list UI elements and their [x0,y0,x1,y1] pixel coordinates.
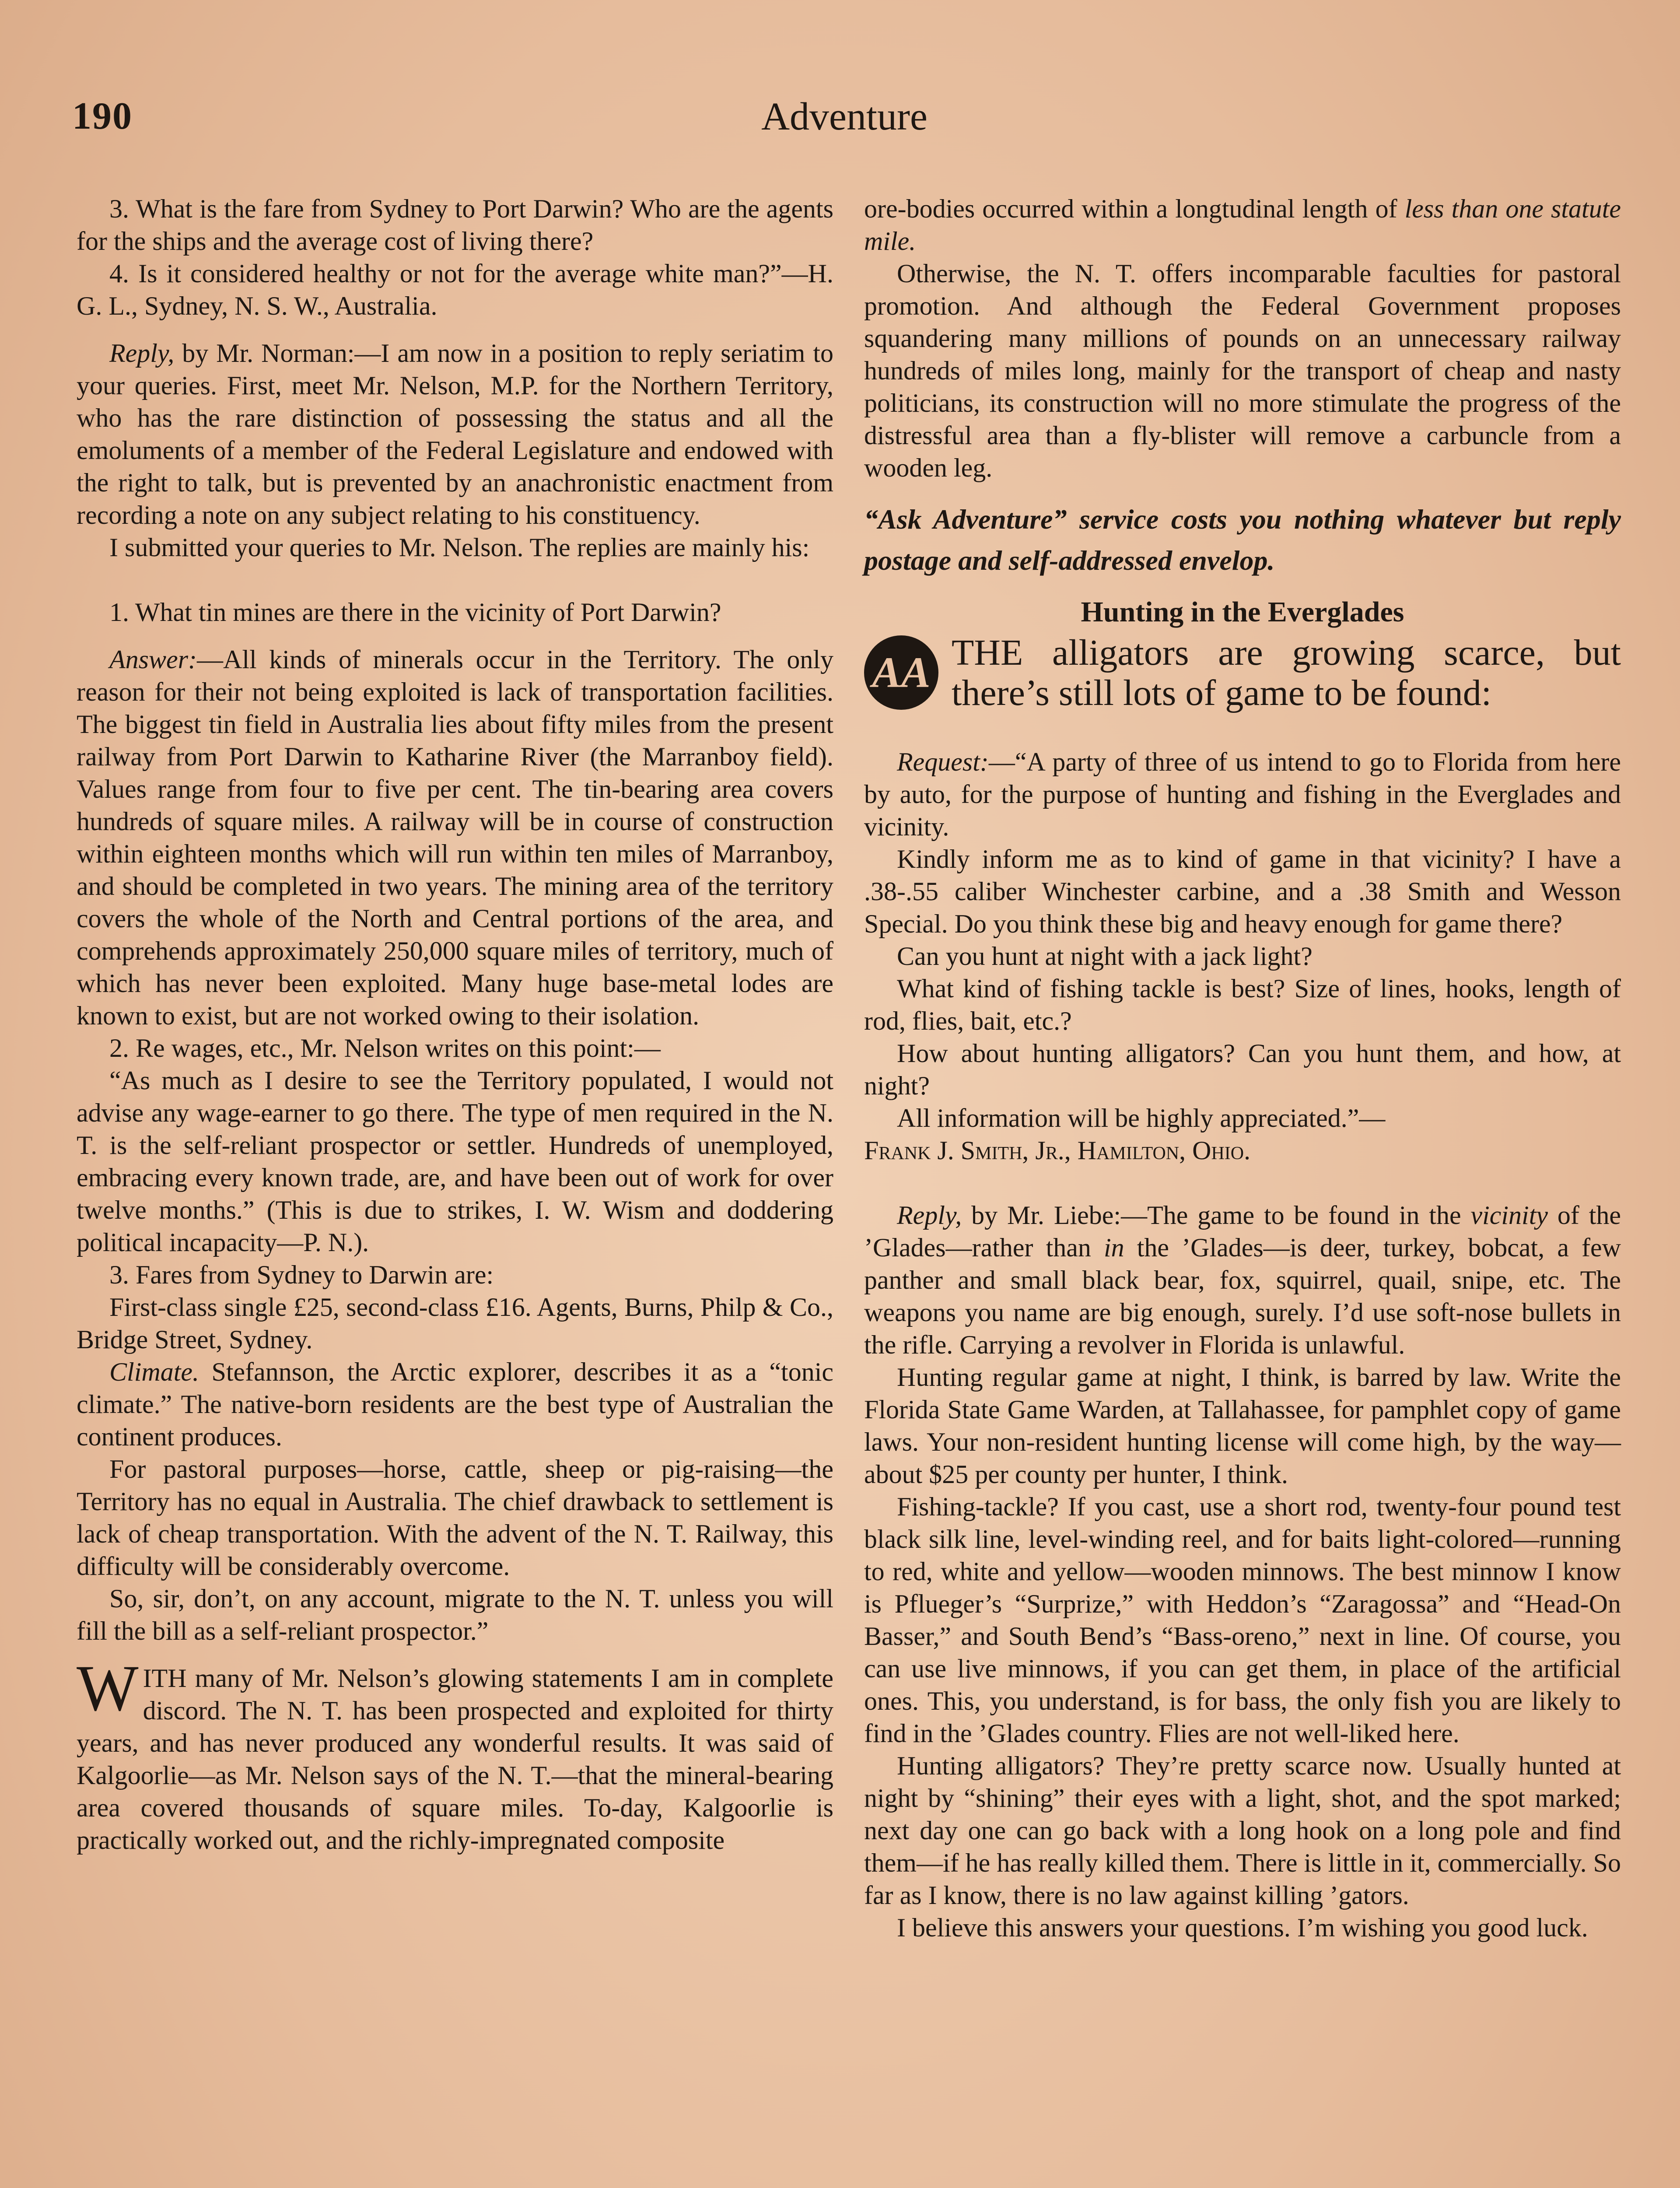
jack-light-paragraph: Can you hunt at night with a jack light? [897,942,1312,971]
intro-text: THE alligators are growing scarce, but there’s still lots of game to be found: [952,632,1621,713]
continuation-text: ore-bodies occurred within a longtudinal length of [864,194,1405,223]
request-text: —“A party of three of us intend to go to Florida from here by auto, for the purpose of hunting and fishing in the Everglades and vicinity. [864,747,1621,841]
fishing-tackle-paragraph: Fishing-tackle? If you cast, use a short rod, twenty-four pound test black silk line, level-winding reel, and for baits light-colored—running to red, white and yellow—wooden minnows. The best minnow I know is Pflueger’s “Surprize,” with Heddon’s “Zaragossa” and “Head-On Basser,” and South Bend’s “Bass-oreno,” next in line. Of course, you can use live minnows, if you can get them, in place of the artificial ones. This, you understand, is for bass, the only fish you are likely to find in the ’Glades country. Flies are not well-liked here. [864,1492,1621,1748]
liebe-reply-text-a: by Mr. Liebe:—The game to be found in the [962,1201,1471,1230]
kindly-paragraph: Kindly inform me as to kind of game in that vicinity? I have a .38-.55 caliber Winchester carbine, and a .38 Smith and Wesson Special. Do you think these big and heavy enough for game there? [864,845,1621,938]
service-promo: “Ask Adventure” service costs you nothing whatever but reply postage and self-addressed envelop. [864,504,1621,576]
section-title: Hunting in the Everglades [1081,596,1404,628]
hunting-alligators-paragraph: Hunting alligators? They’re pretty scarce now. Usually hunted at night by “shining” their eyes with a light, shot, and the spot marked; next day one can go back with a long hook on a long pole and find them—if he has really killed them. There is little in it, commercially. So far as I know, there is no law against killing ’gators. [864,1751,1621,1910]
alligators-question: How about hunting alligators? Can you hunt them, and how, at night? [864,1039,1621,1100]
continuation-italic: less than one statute mile. [864,194,1621,256]
liebe-reply-text-b: of the ’Glades—rather than [864,1201,1621,1262]
reply-text: by Mr. Norman:—I am now in a position to reply seriatim to your queries. First, meet Mr. Nelson, M.P. for the Northern Territory, who has the rare distinction of possessing the status and all the emoluments of a member of the Federal Legislature and endowed with the right to talk, but is prevented by an anachronistic enactment from recording a note on any subject relating to his constituency. [77,339,833,529]
liebe-reply [864,1199,1621,1361]
norman-reply [77,337,833,531]
answer-paragraph [77,643,833,1032]
drop-cap: W [77,1652,139,1725]
closing-paragraph: I believe this answers your questions. I’m wishing you good luck. [897,1913,1588,1942]
request-paragraph [864,746,1621,843]
liebe-reply-in: in [1103,1233,1124,1262]
section-intro [864,633,1621,713]
page-number: 190 [72,95,133,137]
left-column [77,193,833,1856]
otherwise-paragraph: Otherwise, the N. T. offers incomparable faculties for pastoral promotion. And although the Federal Government proposes squandering many millions of pounds on an unnecessary railway hundreds of miles long, mainly for the transport of cheap and nasty politicians, its construction will no more stimulate the progress of the distressful area than a fly-blister will remove a carbuncle from a wooden leg. [864,259,1621,482]
reply-label: Reply, [109,339,175,368]
fares-detail: First-class single £25, second-class £16. Agents, Burns, Philp & Co., Bridge Street, Sydney. [77,1293,833,1354]
pastoral-paragraph: For pastoral purposes—horse, cattle, sheep or pig-raising—the Territory has no equal in Australia. The chief drawback to settlement is lack of cheap transportation. With the advent of the N. T. Railway, this difficulty will be considerably overcome. [77,1455,833,1581]
wages-paragraph: 2. Re wages, etc., Mr. Nelson writes on this point:— [109,1034,661,1062]
right-column [864,193,1621,1944]
night-hunting-paragraph: Hunting regular game at night, I think, is barred by law. Write the Florida State Game Warden, at Tallahassee, for pamphlet copy of game laws. Your non-resident hunting license will come high, by the way—about $25 per county per hunter, I think. [864,1363,1621,1489]
submitted-paragraph: I submitted your queries to Mr. Nelson. The replies are mainly his: [109,533,810,562]
climate-text: Stefannson, the Arctic explorer, describes it as a “tonic climate.” The native-born residents are the best type of Australian the continent produces. [77,1357,833,1451]
answer-label: Answer: [109,645,197,674]
nelson-quote: “As much as I desire to see the Territory populated, I would not advise any wage-earner to go there. The type of men required in the N. T. is the self-reliant prospector or settler. Hundreds of unemployed, embracing every known trade, are, and have been out of work for over twelve months.” (This is due to strikes, I. W. Wism and doddering political incapacity—P. N.). [77,1066,833,1257]
ask-adventure-logo-icon: AA [864,635,938,710]
question-4: 4. Is it considered healthy or not for the average white man?”—H. G. L., Sydney, N. S. W., Australia. [77,259,833,320]
liebe-reply-label: Reply, [897,1201,962,1230]
liebe-reply-vicinity: vicinity [1470,1201,1548,1230]
question-1: 1. What tin mines are there in the vicinity of Port Darwin? [109,598,721,627]
answer-text: —All kinds of minerals occur in the Territory. The only reason for their not being exploited is lack of transportation facilities. The biggest tin field in Australia lies about fifty miles from the present railway from Port Darwin to Katharine River (the Marranboy field). Values range from four to five per cent. The tin-bearing area covers hundreds of square miles. A railway will be in course of construction within eighteen months which will run within ten miles of Marranboy, and should be completed in two years. The mining area of the territory covers the whole of the North and Central portions of the area, and comprehends approximately 250,000 square miles of territory, much of which has never been exploited. Many huge base-metal lodes are known to exist, but are not worked owing to their isolation. [77,645,833,1030]
request-label: Request: [897,747,989,776]
running-title: Adventure [761,95,928,138]
with-paragraph [77,1652,833,1856]
signature: Frank J. Smith, Jr., Hamilton, Ohio. [864,1136,1251,1165]
tackle-paragraph: What kind of fishing tackle is best? Size of lines, hooks, length of rod, flies, bait, etc.? [864,974,1621,1035]
page-header [72,94,1617,147]
so-sir-paragraph: So, sir, don’t, on any account, migrate to the N. T. unless you will fill the bill as a self-reliant prospector.” [77,1584,833,1645]
liebe-reply-text-c: the ’Glades—is deer, turkey, bobcat, a few panther and small black bear, fox, squirrel, quail, snipe, etc. The weapons you name are big enough, surely. I’d use soft-nose bullets in the rifle. Carrying a revolver in Florida is unlawful. [864,1233,1621,1359]
all-info-paragraph: All information will be highly appreciated.”— [897,1104,1386,1133]
question-3: 3. What is the fare from Sydney to Port Darwin? Who are the agents for the ships and the average cost of living there? [77,194,833,256]
climate-label: Climate. [109,1357,199,1386]
fares-paragraph: 3. Fares from Sydney to Darwin are: [109,1260,494,1289]
with-text: ITH many of Mr. Nelson’s glowing statements I am in complete discord. The N. T. has been prospected and exploited for thirty years, and has never produced any wonderful results. It was said of Kalgoorlie—as Mr. Nelson says of the N. T.—that the mineral-bearing area covered thousands of square miles. To-day, Kalgoorlie is practically worked out, and the richly-impregnated composite [77,1664,833,1855]
climate-paragraph [77,1356,833,1453]
continuation-paragraph [864,193,1621,257]
